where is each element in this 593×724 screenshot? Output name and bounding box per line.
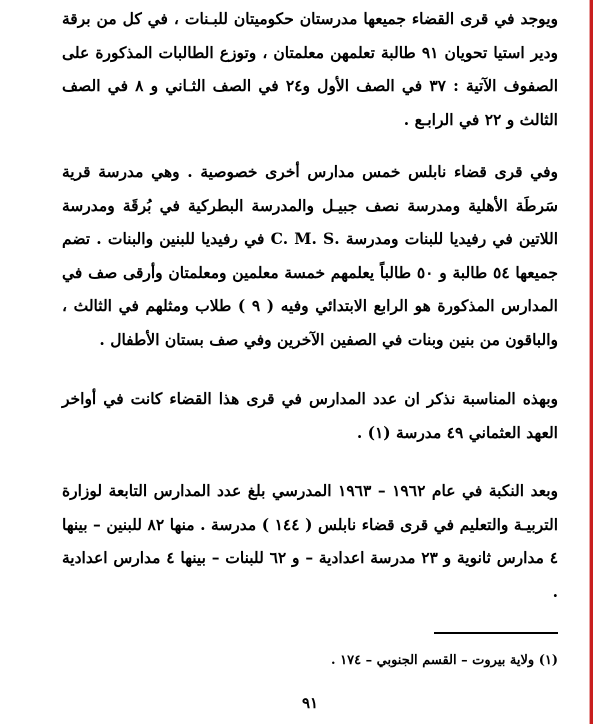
body-paragraph: وفي قرى قضاء نابلس خمس مدارس أخرى خصوصية . وهي مدرسة قرية سَرطَة الأهلية ومدرسة نصف جبيـل والمدرسة البطركية في بُرقَة ومدرسة اللاتين في رفيديا للبنات ومدرسة .C. M. S في رفيديا للبنين والبنات . تضم جميعها ٥٤ طالبة و ٥٠ طالباً يعلمهم خمسة معلمين ومعلمتان وأرقى صف في المدارس المذكورة هو الرابع الابتدائي وفيه ( ٩ ) طلاب ومثلهم في الثالث ، والباقون من بنين وبنات في الصفين الآخرين وفي صف بستان الأطفال . [62,162,559,349]
page-number: ٩١ [301,694,319,712]
body-paragraph: وبعد النكبة في عام ١٩٦٢ – ١٩٦٣ المدرسي بلغ عدد المدارس التابعة لوزارة التربيـة والتعليم في قرى قضاء نابلس ( ١٤٤ ) مدرسة . منها ٨٢ للبنين – بينها ٤ مدارس ثانوية و ٢٣ مدرسة اعدادية – و ٦٢ للبنات – بينها ٤ مدارس اعدادية . [62,481,559,601]
document-page [62,0,558,724]
footnote: (١) ولاية بيروت – القسم الجنوبي – ١٧٤ . [331,653,558,668]
body-paragraph: ويوجد في قرى القضاء جميعها مدرستان حكوميتان للبـنات ، في كل من برقة ودير استيا تحويان ٩١ طالبة تعلمهن معلمتان ، وتوزع الطالبات المذكورة على الصفوف الآتية : ٣٧ في الصف الأول و٢٤ في الصف الثـاني و ٨ في الصف الثالث و ٢٢ في الرابـع . [62,9,559,129]
footnote-separator-rule [434,632,558,634]
body-paragraph: وبهذه المناسبة نذكر ان عدد المدارس في قرى هذا القضاء كانت في أواخر العهد العثماني ٤٩ مدرسة (١) . [62,389,558,442]
